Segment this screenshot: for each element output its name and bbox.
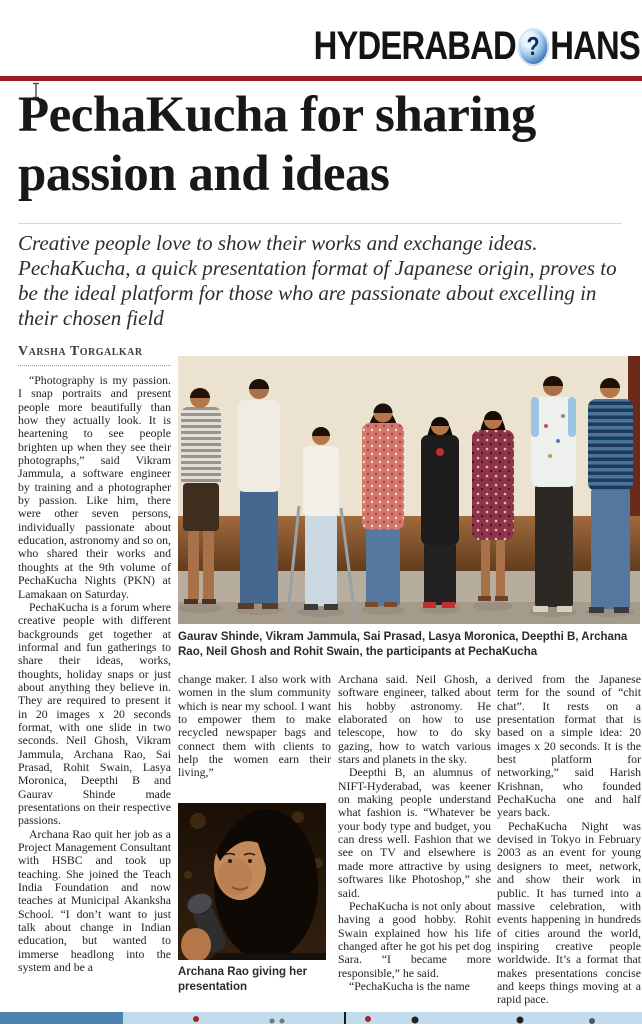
byline: Varsha Torgalkar — [18, 344, 171, 366]
headline-divider — [18, 223, 622, 224]
masthead — [314, 24, 640, 69]
masthead-title-left: HYDERABAD — [313, 24, 516, 68]
bottom-photo-strip — [0, 1012, 642, 1024]
article-column-1 — [18, 374, 171, 1008]
secondary-photo-caption: Archana Rao giving her presentation — [178, 966, 308, 993]
article-paragraph: PechaKucha is a forum where creative people with different backgrounds get together at informal and fun gatherings to share their ideas, works, thoughts, holiday snaps or just about anything they believe in. They are required to present it in 20 images x 20 seconds format, with one slide in two seconds. Neil Ghosh, Vikram Jammula, Archana Rao, Sai Prasad, Rohit Swain, Lasya Moronica, Deepthi B and Gaurav Shinde made presentations on their respective passions. — [18, 599, 171, 828]
secondary-photo — [178, 803, 326, 960]
article-paragraph: derived from the Japanese term for the sound of “chit chat”. It rests on a presentation format that is based on a simple idea: 20 images x 20 seconds. It is the best platform for networking,” said Harish Krishnan, who founded PechaKucha one and half years back. — [497, 673, 641, 820]
standfirst: Creative people love to show their works and exchange ideas. PechaKucha, a quick presentation format of Japanese origin, proves to be the ideal platform for those who are passionate about excelling in their chosen field — [18, 231, 617, 330]
article-paragraph: PechaKucha Night was devised in Tokyo in February 2003 as an event for young designers to meet, network, and show their work in public. It has turned into a massive celebration, with events happening in hundreds of cities around the world, inspiring creative people worldwide. It’s a format that makes presentations concise and keeps things moving at a rapid pace. — [497, 818, 641, 1007]
page-title: PechaKucha for sharing passion and ideas — [18, 87, 536, 202]
article-column-3 — [338, 673, 491, 1013]
article-paragraph: Archana Rao quit her job as a Project Management Consultant with HSBC and took up teaching. She joined the Teach India Foundation and now teaches at Municipal Akanksha School. “I don’t want to just talk about change in Indian education, but wanted to immerse headlong into the system and be a — [18, 826, 171, 975]
main-photo — [178, 356, 640, 624]
article-paragraph: PechaKucha is not only about having a good hobby. Rohit Swain explained how his life changed after he got his pet dog Sara. “I became more responsible,” he said. — [338, 898, 491, 980]
article-paragraph: change maker. I also work with women in the slum community which is near my school. I want to empower them to make recycled newspaper bags and connect them with clients to help the women earn their living,” — [178, 673, 331, 780]
masthead-title-right: HANS — [550, 24, 640, 68]
article-paragraph: Deepthi B, an alumnus of NIFT-Hyderabad, was keener on making people understand what fashion is. “Whatever be your body type and budget, you can dress well. Fashion that we see on TV and elsewhere is made more attractive by using softwares like Photoshop,” she said. — [338, 765, 491, 900]
article-paragraph: “Photography is my passion. I snap portraits and present people more beautifully than how they actually look. It is heartening to see people brighten up when they see their photographs,” said Vikram Jammula, a software engineer by training and a photographer by passion. Like him, there were other seven persons, individually passionate about education, astronomy and so on, who shared their works and thoughts at the 9th volume of PechaKucha Nights (PKN) at Lamakaan on Saturday. — [18, 374, 171, 601]
masthead-rule — [0, 76, 642, 81]
article-paragraph: Archana said. Neil Ghosh, a software engineer, talked about his hobby astronomy. He elaborated on how to use telescope, how to do sky gazing, how to watch various stars and planets in the sky. — [338, 673, 491, 767]
article-paragraph: “PechaKucha is the name — [349, 978, 470, 993]
article-column-4 — [497, 673, 641, 1013]
article-column-2 — [178, 673, 331, 803]
hans-swirl-logo-icon: ? — [518, 28, 549, 66]
main-photo-caption: Gaurav Shinde, Vikram Jammula, Sai Prasad, Lasya Moronica, Deepthi B, Archana Rao, Neil Ghosh and Rohit Swain, the participants at PechaKucha — [178, 631, 628, 658]
